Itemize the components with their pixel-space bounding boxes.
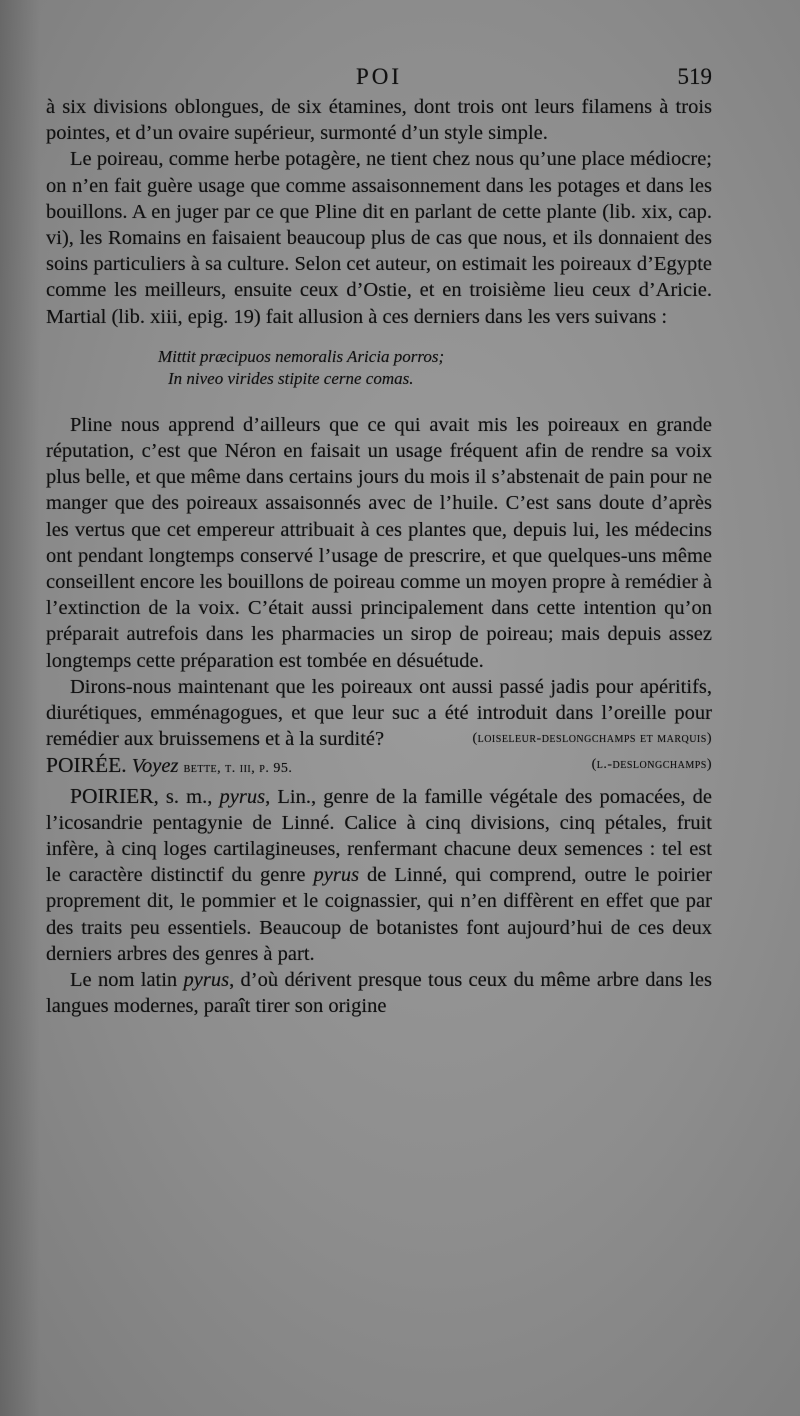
page-number: 519	[677, 64, 712, 89]
entry-poiree-signature: (l.-deslongchamps)	[591, 757, 712, 773]
entry-poirier-text-a: , s. m.,	[153, 785, 220, 808]
entry-poiree-voyez: Voyez	[131, 755, 179, 778]
paragraph-aperitifs	[46, 674, 712, 753]
running-head-title: POI	[355, 64, 403, 89]
paragraph-nom-latin-pyrus: pyrus	[183, 969, 230, 992]
paragraph-nom-latin	[46, 967, 712, 1019]
paragraph-nom-latin-text-a: Le nom latin	[70, 969, 184, 992]
verse-line-2: In niveo virides stipite cerne comas.	[168, 368, 414, 388]
page-text	[46, 58, 712, 1020]
running-head	[46, 58, 712, 92]
entry-poirier	[46, 783, 712, 967]
entry-poiree-headword: POIRÉE.	[46, 753, 127, 778]
latin-verse	[46, 346, 712, 390]
entry-poiree-reference: bette, t. iii, p. 95.	[183, 761, 293, 777]
author-signature: (loiseleur-deslongchamps et marquis)	[472, 731, 712, 747]
entry-poiree	[46, 752, 712, 782]
verse-line-1: Mittit præcipuos nemoralis Aricia porros;	[158, 346, 445, 366]
entry-poirier-latin-name: pyrus	[219, 785, 266, 808]
entry-poirier-text-b: , Lin., genre de la famille végétale des pomacées, de l’icosandrie pentagynie de Linné. Calice à cinq divisions, cinq pétales, fruit infère, à cinq loges cartilagineuses, renfermant chacune deux semences : tel est le caractère distinctif du genre	[46, 785, 712, 887]
paragraph-aperitifs-text: Dirons-nous maintenant que les poireaux ont aussi passé jadis pour apéritifs, diurétiques, emménagogues, et que leur suc a été introduit dans l’oreille pour remédier aux bruissemens et à la surdité?	[46, 675, 712, 751]
entry-poirier-text-c: de Linné, qui comprend, outre le poirier proprement dit, le pommier et le coignassier, qui n’en diffèrent en effet que par des traits peu essentiels. Beaucoup de botanistes font aujourd’hui de ces deux derniers arbres des genres à part.	[46, 864, 712, 965]
paragraph-pline-neron: Pline nous apprend d’ailleurs que ce qui avait mis les poireaux en grande réputation, c’est que Néron en faisait un usage fréquent afin de rendre sa voix plus belle, et que même dans certains jours du mois il s’abstenait de pain pour ne manger que des poireaux assaisonnés avec de l’huile. C’est sans doute d’après les vertus que cet empereur attribuait à ces plantes que, depuis lui, les médecins ont pendant longtemps conservé l’usage de prescrire, et que quelques-uns même conseillent encore les bouillons de poireau comme un moyen propre à remédier à l’extinction de la voix. C’était aussi principalement dans cette intention qu’on préparait autrefois dans les pharmacies un sirop de poireau; mais depuis assez longtemps cette préparation est tombée en désuétude.	[46, 413, 713, 672]
paragraph-nom-latin-text-b: , d’où dérivent presque tous ceux du même arbre dans les langues modernes, paraît tirer son origine	[46, 969, 712, 1018]
paragraph-poireau-usage: Le poireau, comme herbe potagère, ne tient chez nous qu’une place médiocre; on n’en fait guère usage que comme assaisonnement dans les potages et dans les bouillons. A en juger par ce que Pline dit en parlant de cette plante (lib. xix, cap. vi), les Romains en faisaient beaucoup plus de cas que nous, et ils donnaient des soins particuliers à sa culture. Selon cet auteur, on estimait les poireaux d’Egypte comme les meilleurs, ensuite ceux d’Ostie, et en troisième lieu ceux d’Aricie. Martial (lib. xiii, epig. 19) fait allusion à ces derniers dans les vers suivans :	[46, 148, 712, 328]
paragraph-continuation: à six divisions oblongues, de six étamines, dont trois ont leurs filamens à trois pointes, et d’un ovaire supérieur, surmonté d’un style simple.	[46, 96, 712, 145]
entry-poirier-latin-name-2: pyrus	[313, 864, 360, 887]
entry-poirier-headword: POIRIER	[70, 783, 154, 808]
